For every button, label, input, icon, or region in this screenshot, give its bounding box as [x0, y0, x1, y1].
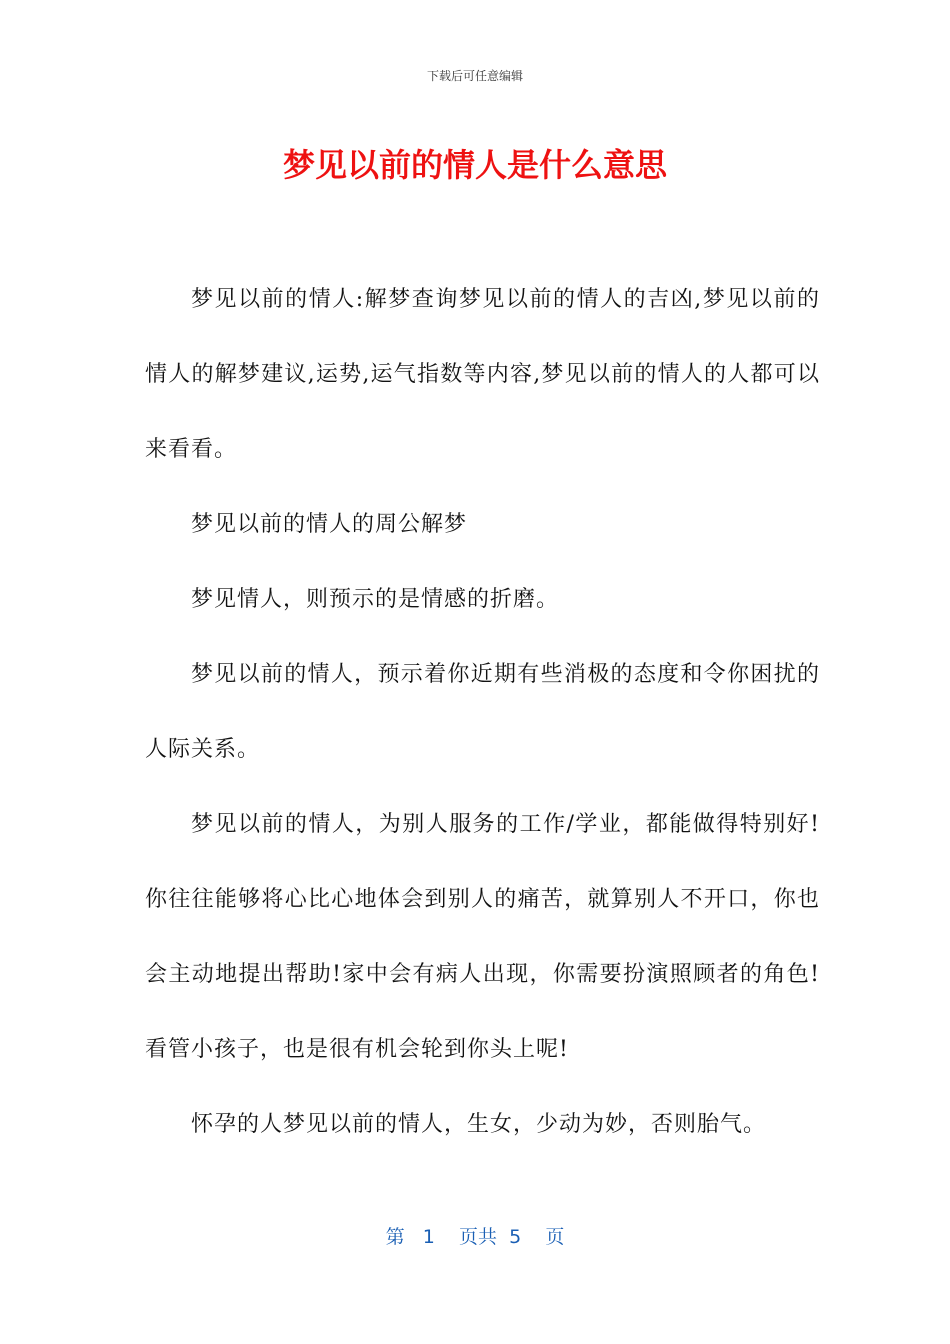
document-body — [145, 262, 820, 1162]
paragraph-attitude: 梦见以前的情人，预示着你近期有些消极的态度和令你困扰的人际关系。 — [145, 662, 820, 762]
paragraph-service: 梦见以前的情人，为别人服务的工作/学业，都能做得特别好!你往往能够将心比心地体会到别人的痛苦，就算别人不开口，你也会主动地提出帮助!家中会有病人出现，你需要扮演照顾者的角色!看管小孩子，也是很有机会轮到你头上呢! — [145, 812, 820, 1062]
document-title: 梦见以前的情人是什么意思 — [282, 146, 667, 184]
paragraph-lover: 梦见情人，则预示的是情感的折磨。 — [191, 587, 560, 612]
header-note: 下载后可任意编辑 — [426, 69, 523, 83]
footer-middle: 页共 — [459, 1226, 498, 1248]
paragraph-subheading: 梦见以前的情人的周公解梦 — [191, 512, 468, 537]
footer-suffix: 页 — [545, 1226, 565, 1248]
paragraph-pregnant: 怀孕的人梦见以前的情人，生女，少动为妙，否则胎气。 — [191, 1112, 767, 1137]
paragraph-intro: 梦见以前的情人:解梦查询梦见以前的情人的吉凶,梦见以前的情人的解梦建议,运势,运气指数等内容,梦见以前的情人的人都可以来看看。 — [145, 287, 820, 462]
footer-current-page: 1 — [422, 1226, 435, 1248]
footer-prefix: 第 — [385, 1226, 405, 1248]
footer-total-pages: 5 — [509, 1226, 522, 1248]
page-footer — [0, 1222, 950, 1249]
